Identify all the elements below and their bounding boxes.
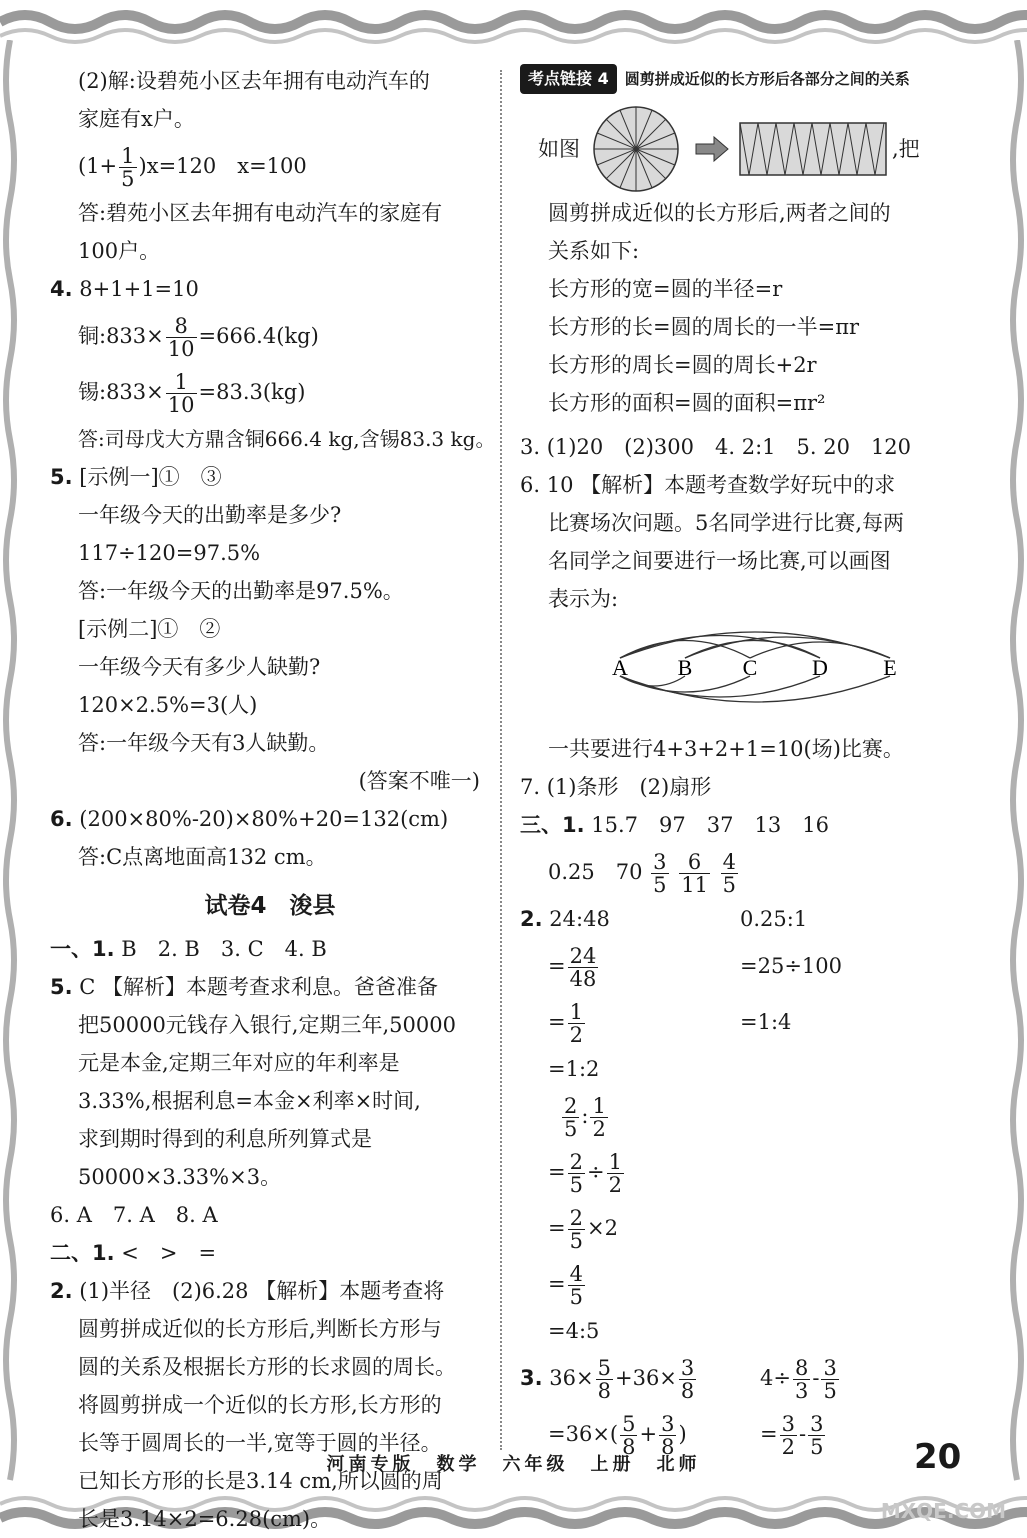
text-line: 120×2.5%=3(人): [78, 693, 258, 717]
calc-line: 2. 24:48: [520, 907, 610, 931]
text-line: 3.33%,根据利息=本金×利率×时间,: [78, 1089, 421, 1113]
fraction: $\frac{1}{10}$: [167, 370, 195, 417]
answer-line: 100户。: [78, 239, 161, 263]
text-line: [示例二]① ②: [78, 617, 221, 641]
arrow-right-icon: [694, 134, 730, 164]
text-line: 一年级今天的出勤率是多少?: [78, 503, 342, 527]
calc-line: = $\frac{1}{2}$: [548, 1000, 583, 1047]
answer-line: 答:司母戊大方鼎含铜666.4 kg,含锡83.3 kg。: [78, 427, 496, 451]
fraction: $\frac{8}{10}$: [167, 314, 195, 361]
equation-line: [50, 138, 490, 194]
right-column: [520, 62, 960, 1462]
ratio-calculations: [520, 900, 960, 1050]
question-6: 6. (200×80%-20)×80%+20=132(cm): [50, 807, 449, 831]
node-c: C: [742, 655, 758, 680]
text-line: 答:一年级今天有3人缺勤。: [78, 731, 330, 755]
text-line: 比赛场次问题。5名同学进行比赛,每两: [548, 511, 905, 535]
text-line: 117÷120=97.5%: [78, 541, 261, 565]
equation-line: 铜:833× $\frac{8}{10}$ =666.4(kg): [78, 314, 319, 361]
text-line: 已知长方形的长是3.14 cm,所以圆的周: [78, 1469, 443, 1493]
calc-line: 3. 36× $\frac{5}{8}$ +36× $\frac{3}{8}$: [520, 1356, 695, 1403]
calc-line: = $\frac{2}{5}$ ÷ $\frac{1}{2}$: [548, 1150, 622, 1197]
equation-part: (1+: [78, 154, 118, 178]
knowledge-link-header: [520, 62, 960, 96]
question-5b: 5. C 【解析】本题考查求利息。爸爸准备: [50, 975, 439, 999]
fraction: $\frac{3}{5}$: [653, 850, 667, 897]
answer-line: 答:碧苑小区去年拥有电动汽车的家庭有: [78, 201, 443, 225]
question-5: 5. [示例一]① ③: [50, 465, 222, 489]
rectangle-sector-diagram: [738, 119, 888, 179]
decorative-border-left: [0, 40, 22, 1490]
text-line: 一年级今天有多少人缺勤?: [78, 655, 321, 679]
calc-line: =4:5: [548, 1319, 600, 1343]
text-line: 一共要进行4+3+2+1=10(场)比赛。: [548, 737, 904, 761]
figure-caption: 如图: [538, 137, 580, 161]
question-2: 2. (1)半径 (2)6.28 【解析】本题考查将: [50, 1279, 445, 1303]
knowledge-link-title: 圆剪拼成近似的长方形后各部分之间的关系: [624, 70, 910, 88]
circle-sector-diagram: [586, 104, 686, 194]
text-line: 圆剪拼成近似的长方形后,判断长方形与: [78, 1317, 442, 1341]
calc-line: 0.25:1: [740, 907, 808, 931]
text-line: 长方形的宽=圆的半径=r: [548, 277, 783, 301]
knowledge-link-label: 考点链接 4: [520, 64, 617, 94]
answers-3-5: 3. (1)20 (2)300 4. 2:1 5. 20 120: [520, 435, 912, 459]
watermark-text: MXQE.COM: [880, 1499, 1006, 1523]
text-line: 长方形的面积=圆的面积=πr²: [548, 391, 826, 415]
text-line: 圆的关系及根据长方形的长求圆的周长。: [78, 1355, 456, 1379]
figure-caption: ,把: [892, 137, 920, 161]
equation-line: 锡:833× $\frac{1}{10}$ =83.3(kg): [78, 370, 306, 417]
fraction: $\frac{6}{11}$: [681, 850, 708, 897]
decorative-border-right: [1005, 40, 1027, 1490]
expression-calculations: [520, 1350, 960, 1462]
text-line: (2)解:设碧苑小区去年拥有电动汽车的: [78, 69, 430, 93]
calc-line: $\frac{2}{5}$ : $\frac{1}{2}$: [564, 1094, 606, 1141]
text-line: 将圆剪拼成一个近似的长方形,长方形的: [78, 1393, 442, 1417]
text-line: 长等于圆周长的一半,宽等于圆的半径。: [78, 1431, 442, 1455]
node-e: E: [883, 655, 897, 680]
text-line: 长是3.14×2=6.28(cm)。: [78, 1507, 332, 1531]
section-1-answers: 一、1. B 2. B 3. C 4. B: [50, 937, 327, 961]
calc-line: =1:2: [548, 1057, 600, 1081]
left-column: [50, 62, 496, 1538]
calc-line: = $\frac{24}{48}$: [548, 944, 597, 991]
calc-line: = $\frac{2}{5}$ ×2: [548, 1206, 618, 1253]
node-d: D: [812, 655, 828, 680]
text-line: 名同学之间要进行一场比赛,可以画图: [548, 549, 891, 573]
answer-line: 0.25 70 $\frac{3}{5}$ $\frac{6}{11}$ $\frac{4}{5}$: [548, 850, 737, 897]
section-2-answers: 二、1. < > =: [50, 1241, 217, 1265]
node-a: A: [612, 655, 628, 680]
text-line: 50000×3.33%×3。: [78, 1165, 282, 1189]
decorative-border-top: [0, 0, 1027, 50]
text-line: 把50000元钱存入银行,定期三年,50000: [78, 1013, 456, 1037]
calc-line: =1:4: [740, 1010, 792, 1034]
match-diagram: [520, 618, 960, 718]
page-footer: 河南专版 数学 六年级 上册 北师: [326, 1454, 701, 1475]
text-line: 圆剪拼成近似的长方形后,两者之间的: [548, 201, 891, 225]
section-3-answers: 三、1. 15.7 97 37 13 16: [520, 813, 829, 837]
text-line: 家庭有x户。: [78, 107, 195, 131]
question-6: 6. 10 【解析】本题考查数学好玩中的求: [520, 473, 896, 497]
text-line: 答:一年级今天的出勤率是97.5%。: [78, 579, 404, 603]
answers-6-8: 6. A 7. A 8. A: [50, 1203, 218, 1227]
question-7: 7. (1)条形 (2)扇形: [520, 775, 712, 799]
fraction: $\frac{1}{5}$: [121, 144, 135, 191]
fraction: $\frac{4}{5}$: [722, 850, 737, 897]
section-title: 试卷4 浚县: [204, 893, 336, 919]
note: (答案不唯一): [358, 769, 480, 793]
calc-line: = $\frac{4}{5}$: [548, 1262, 583, 1309]
text-line: 求到期时得到的利息所列算式是: [78, 1127, 372, 1151]
watermark: [840, 1455, 1010, 1525]
text-line: 表示为:: [548, 587, 619, 611]
text-line: 长方形的长=圆的周长的一半=πr: [548, 315, 860, 339]
calc-line: =25÷100: [740, 954, 842, 978]
text-line: 长方形的周长=圆的周长+2r: [548, 353, 817, 377]
page-number: 20: [914, 1437, 962, 1477]
circle-figure-row: [520, 104, 960, 194]
text-line: 关系如下:: [548, 239, 640, 263]
question-4: 4. 8+1+1=10: [50, 277, 199, 301]
calc-line: = $\frac{3}{2}$ - $\frac{3}{5}$: [760, 1412, 824, 1459]
column-divider: [500, 70, 502, 1450]
answer-line: 答:C点离地面高132 cm。: [78, 845, 327, 869]
node-b: B: [677, 655, 693, 680]
calc-line: 4÷ $\frac{8}{3}$ - $\frac{3}{5}$: [760, 1356, 837, 1403]
text-line: 元是本金,定期三年对应的年利率是: [78, 1051, 400, 1075]
equation-part: )x=120 x=100: [138, 154, 307, 178]
calc-line: =36×( $\frac{5}{8}$ + $\frac{3}{8}$ ): [548, 1412, 687, 1459]
